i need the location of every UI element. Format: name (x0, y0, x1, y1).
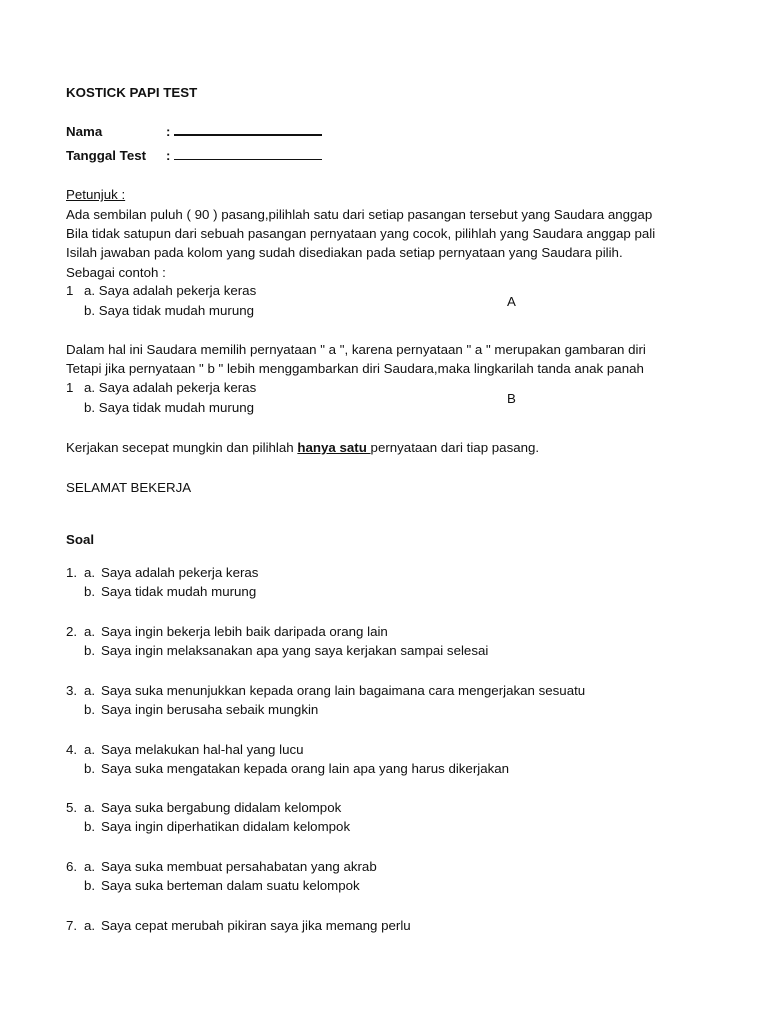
field-tanggal-label: Tanggal Test (66, 148, 147, 163)
question-item: 2. a. Saya ingin bekerja lebih baik daripada orang lain b. Saya ingin melaksanakan apa yang saya kerjakan sampai selesai (66, 624, 489, 658)
petunjuk-line: Sebagai contoh : (66, 265, 166, 280)
petunjuk-line: Isilah jawaban pada kolom yang sudah disediakan pada setiap pernyataan yang Saudara pilih. (66, 245, 623, 260)
petunjuk-heading: Petunjuk : (66, 187, 126, 202)
field-nama-colon: : (166, 124, 171, 139)
question-option-b: Saya ingin berusaha sebaik mungkin (101, 702, 319, 717)
question-option-a: Saya cepat merubah pikiran saya jika memang perlu (101, 918, 411, 933)
explain-line: Tetapi jika pernyataan " b " lebih menggambarkan diri Saudara,maka lingkarilah tanda anak panah (66, 361, 644, 376)
question-option-a: Saya suka menunjukkan kepada orang lain bagaimana cara mengerjakan sesuatu (101, 683, 586, 698)
instruction-line: Kerjakan secepat mungkin dan pilihlah hanya satu pernyataan dari tiap pasang. (66, 440, 540, 455)
example1-b: b. Saya tidak mudah murung (84, 303, 255, 318)
question-option-b: Saya suka berteman dalam suatu kelompok (101, 878, 360, 893)
question-option-a: Saya ingin bekerja lebih baik daripada orang lain (101, 624, 388, 639)
question-item: 1. a. Saya adalah pekerja keras b. Saya tidak mudah murung (66, 565, 259, 599)
question-number: 7. (66, 918, 78, 933)
question-number: 5. (66, 800, 78, 815)
question-option-b: Saya suka mengatakan kepada orang lain apa yang harus dikerjakan (101, 761, 510, 776)
example2-number: 1 (66, 380, 74, 395)
closing-text: SELAMAT BEKERJA (66, 480, 192, 495)
example1-answer: A (507, 294, 516, 309)
document-title: KOSTICK PAPI TEST (66, 85, 198, 100)
question-number: 6. (66, 859, 78, 874)
petunjuk-line: Ada sembilan puluh ( 90 ) pasang,pilihlah satu dari setiap pasangan tersebut yang Saudara anggap (66, 207, 653, 222)
question-item: 3. a. Saya suka menunjukkan kepada orang lain bagaimana cara mengerjakan sesuatu b. Saya ingin berusaha sebaik mungkin (66, 683, 586, 717)
instruction-emphasis: hanya satu (297, 440, 371, 455)
question-option-b: Saya ingin diperhatikan didalam kelompok (101, 819, 351, 834)
field-tanggal (66, 146, 322, 165)
field-nama (66, 122, 322, 141)
question-item: 6. a. Saya suka membuat persahabatan yang akrab b. Saya suka berteman dalam suatu kelompok (66, 859, 377, 893)
petunjuk-line: Bila tidak satupun dari sebuah pasangan pernyataan yang cocok, pilihlah yang Saudara anggap pali (66, 226, 656, 241)
question-option-b: Saya tidak mudah murung (101, 584, 257, 599)
field-tanggal-colon: : (166, 148, 171, 163)
example2-answer: B (507, 391, 516, 406)
question-option-a: Saya suka bergabung didalam kelompok (101, 800, 342, 815)
question-item: 7. a. Saya cepat merubah pikiran saya jika memang perlu (66, 918, 411, 933)
example1-a: 1 a. Saya adalah pekerja keras (66, 283, 257, 298)
question-option-b: Saya ingin melaksanakan apa yang saya kerjakan sampai selesai (101, 643, 489, 658)
soal-heading: Soal (66, 532, 95, 547)
field-nama-label: Nama (66, 124, 103, 139)
example1-number: 1 (66, 283, 74, 298)
explain-line: Dalam hal ini Saudara memilih pernyataan " a ", karena pernyataan " a " merupakan gambaran diri (66, 342, 646, 357)
question-option-a: Saya adalah pekerja keras (101, 565, 259, 580)
field-nama-blank[interactable] (174, 122, 322, 136)
question-option-a: Saya melakukan hal-hal yang lucu (101, 742, 304, 757)
question-number: 2. (66, 624, 78, 639)
example2-a: 1 a. Saya adalah pekerja keras (66, 380, 257, 395)
question-option-a: Saya suka membuat persahabatan yang akrab (101, 859, 377, 874)
question-item: 4. a. Saya melakukan hal-hal yang lucu b. Saya suka mengatakan kepada orang lain apa yang harus dikerjakan (66, 742, 510, 776)
question-number: 1. (66, 565, 78, 580)
question-number: 4. (66, 742, 78, 757)
question-item: 5. a. Saya suka bergabung didalam kelompok b. Saya ingin diperhatikan didalam kelompok (66, 800, 351, 834)
question-number: 3. (66, 683, 78, 698)
example2-b: b. Saya tidak mudah murung (84, 400, 255, 415)
field-tanggal-blank[interactable] (174, 147, 322, 160)
